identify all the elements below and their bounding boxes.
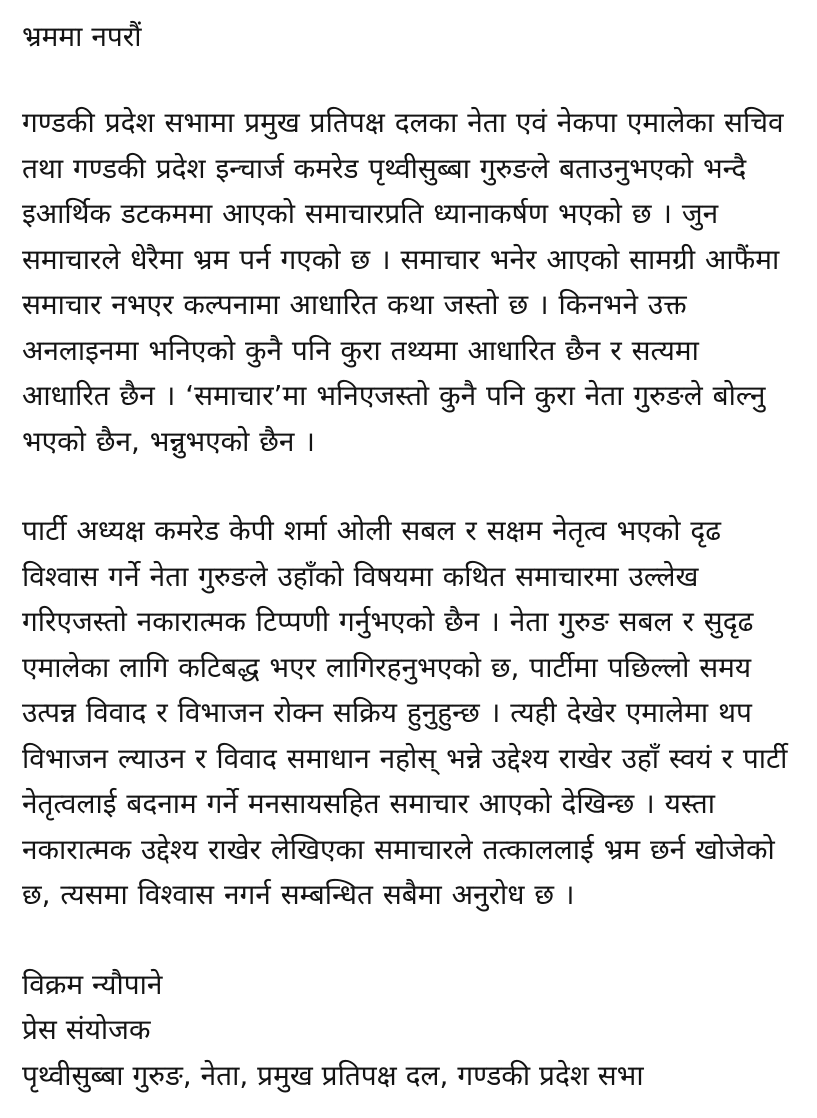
statement-paragraph-1: गण्डकी प्रदेश सभामा प्रमुख प्रतिपक्ष दलका नेता एवं नेकपा एमालेका सचिव तथा गण्डकी प्रदेश इन्चार्ज कमरेड पृथ्वीसुब्बा गुरुङले बताउनुभएको भन्दै इआर्थिक डटकममा आएको समाचारप्रति ध्यानाकर्षण भएको छ । जुन समाचारले धेरैमा भ्रम पर्न गएको छ । समाचार भनेर आएको सामग्री आफैंमा समाचार नभएर कल्पनामा आधारित कथा जस्तो छ । किनभने उक्त अनलाइनमा भनिएको कुनै पनि कुरा तथ्यमा आधारित छैन र सत्यमा आधारित छैन । ‘समाचार’मा भनिएजस्तो कुनै पनि कुरा नेता गुरुङले बोल्नु भएको छैन, भन्नुभएको छैन । [22,106,784,458]
signatory-role: प्रेस संयोजक [22,1013,151,1046]
statement-paragraph-2: पार्टी अध्यक्ष कमरेड केपी शर्मा ओली सबल र सक्षम नेतृत्व भएको दृढ विश्वास गर्ने नेता गुरुङले उहाँको विषयमा कथित समाचारमा उल्लेख गरिएजस्तो नकारात्मक टिप्पणी गर्नुभएको छैन । नेता गुरुङ सबल र सुदृढ एमालेका लागि कटिबद्ध भएर लागिरहनुभएको छ, पार्टीमा पछिल्लो समय उत्पन्न विवाद र विभाजन रोक्न सक्रिय हुनुहुन्छ । त्यही देखेर एमालेमा थप विभाजन ल्याउन र विवाद समाधान नहोस् भन्ने उद्देश्य राखेर उहाँ स्वयं र पार्टी नेतृत्वलाई बदनाम गर्ने मनसायसहित समाचार आएको देखिन्छ । यस्ता नकारात्मक उद्देश्य राखेर लेखिएका समाचारले तत्काललाई भ्रम छर्न खोजेको छ, त्यसमा विश्वास नगर्न सम्बन्धित सबैमा अनुरोध छ । [22,514,788,911]
signature-block [22,962,791,1099]
signatory-attribution: पृथ्वीसुब्बा गुरुङ, नेता, प्रमुख प्रतिपक्ष दल, गण्डकी प्रदेश सभा [22,1058,644,1092]
signatory-name: विक्रम न्यौपाने [22,967,163,1001]
document-title: भ्रममा नपरौं [22,20,142,53]
